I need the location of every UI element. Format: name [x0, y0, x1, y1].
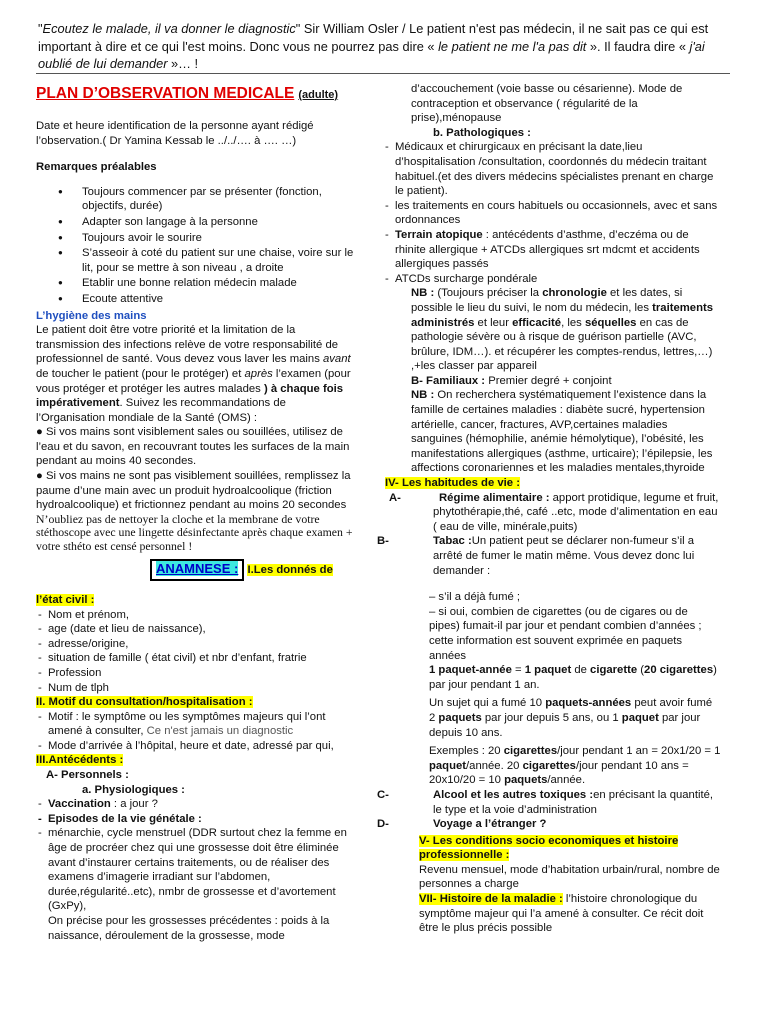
- familiaux: B- Familiaux : Premier degré + conjoint: [411, 374, 612, 387]
- paquet-annee-example: Un sujet qui a fumé 10 paquets-années peut avoir fumé 2 paquets par jour depuis 5 ans, ou 1 paquet par jour depuis 10 ans.: [429, 697, 713, 739]
- physiologiques-list: [36, 797, 358, 914]
- remarques-title: Remarques préalables: [36, 161, 157, 174]
- grossesses-text: On précise pour les grossesses précédentes : poids à la naissance, déroulement de la grossesse, mode: [48, 915, 330, 942]
- list-item: ● S’asseoir à coté du patient sur une chaise, voire sur le lit, pour se mettre à son niveau , a droite: [36, 246, 358, 275]
- nb-chronologie: NB : (Toujours préciser la chronologie et les dates, si possible le lieu du suivi, le nom du médecin, les traitements administrés et leur efficacité, les séquelles en cas de pathologie sévère ou à risque de guérison partielle (AVC, brûlure, IDM…). et récupérer les comptes-rendus, lettres,…) ,+les classer par appareil: [411, 287, 714, 373]
- antecedents-personnels: A- Personnels :: [46, 769, 129, 782]
- list-item: - Num de tlph: [36, 681, 358, 696]
- list-item: - age (date et lieu de naissance),: [36, 622, 358, 637]
- tabac-question-2: – si oui, combien de cigarettes (ou de cigares ou de pipes) fumait-il par jour et pendant combien d’années ; cette information est souvent exprimée en paquets années: [429, 605, 702, 662]
- list-item: - Nom et prénom,: [36, 608, 358, 623]
- tabac: B- Tabac :Un patient peut se déclarer non-fumeur s’il a arrêté de fumer le matin même. Vous devez donc lui demander :: [377, 535, 695, 577]
- stethoscope-note: N’oubliez pas de nettoyer la cloche et la membrane de votre stéthoscope avec une lingette désinfectante après chaque examen + votre sthéto est censé personnel !: [36, 511, 353, 553]
- hygiene-paragraph: Le patient doit être votre priorité et la limitation de la transmission des infections relève de votre responsabilité de professionnel de santé. Vous devez vous laver les mains avant de toucher le patient (pour le protéger) et après l’examen (pour vous protéger et protéger les autres malades ) à chaque fois impérativement. Suivez les recommandations de l’Organisation mondiale de la Santé (OMS) :: [36, 324, 351, 424]
- list-item: ● Toujours avoir le sourire: [36, 231, 358, 246]
- date-identification: Date et heure identification de la personne ayant rédigé l’observation.( Dr Yamina Kessab le ../../…. à …. …): [36, 120, 314, 147]
- list-item: - Vaccination : a jour ?: [36, 797, 358, 812]
- pathologiques-title: b. Pathologiques :: [433, 126, 531, 139]
- list-item: - Mode d’arrivée à l’hôpital, heure et date, adressé par qui,: [36, 739, 358, 754]
- osler-quote: "Ecoutez le malade, il va donner le diagnostic" Sir William Osler / Le patient n'est pas médecin, il ne sait pas ce qui est important à dire et ce qui l'est moins. Donc vous ne pourrez pas dire « le patient ne me l'a pas dit ». Il faudra dire « j'ai oublié de lui demander »… !: [38, 21, 709, 71]
- section-antecedents-title: III.Antécédents :: [36, 754, 124, 767]
- list-item: ● Adapter son langage à la personne: [36, 215, 358, 230]
- exemples-calcul: Exemples : 20 cigarettes/jour pendant 1 an = 20x1/20 = 1 paquet/année. 20 cigarettes/jour pendant 10 ans = 20x10/20 = 10 paquets/année.: [429, 745, 721, 787]
- physiologiques-title: a. Physiologiques :: [82, 783, 185, 796]
- list-item: - Terrain atopique : antécédents d’asthme, d’eczéma ou de rhinite allergique + ATCDs allergiques srt mdcmt et accidents allergiques passés: [383, 228, 721, 272]
- nb-familiaux: NB : On recherchera systématiquement l’existence dans la famille de certaines maladies : diabète sucré, hypertension artérielle, cancer, fractures, AVP,certaines maladies sanguines (hémophilie, anémie hémolytique), l’obésité, les manifestations allergiques (asthme, urticaire); l’épilepsie, les affections coronariennes et les maladies mentales,thyroide: [411, 389, 713, 475]
- list-item: - les traitements en cours habituels ou occasionnels, avec et sans ordonnances: [383, 199, 721, 228]
- regime-alimentaire: A- Régime alimentaire : apport protidique, legume et fruit, phytothérapie,thé, café ..etc, mode d’alimentation en eau ( eau de ville, minérale,puits): [389, 491, 719, 533]
- pathologiques-list: [383, 140, 721, 286]
- histoire-maladie: VII- Histoire de la maladie : l’histoire chronologique du symptôme majeur qui l’a amené à consulter. Ce récit doit être le plus précis possible: [419, 893, 704, 935]
- etat-civil-list: [36, 608, 358, 696]
- list-item: - ménarchie, cycle menstruel (DDR surtout chez la femme en âge de procréer chez qui une grossesse doit être éliminée avant d’instaurer certains traitements, ou de réaliser des examens d’imagerie irradiant sur l’abdomen, durée,régularité..etc), nmbr de grossesse et d’avortement (GxPy),: [36, 826, 358, 914]
- list-item: - situation de famille ( état civil) et nbr d’enfant, fratrie: [36, 651, 358, 666]
- list-item: ● Ecoute attentive: [36, 292, 358, 307]
- section-socio-economique-title: V- Les conditions socio economiques et histoire professionnelle :: [419, 834, 679, 862]
- tabac-question-1: – s’il a déjà fumé ;: [429, 591, 521, 604]
- motif-list: [36, 710, 358, 754]
- right-column: [377, 82, 721, 936]
- list-item: - Profession: [36, 666, 358, 681]
- accouchement-text: d’accouchement (voie basse ou césarienne). Mode de contraception et observance ( régularité de la prise),ménopause: [411, 83, 683, 125]
- header-divider: [36, 73, 730, 74]
- list-item: - Episodes de la vie génétale :: [36, 812, 358, 827]
- hygiene-title: L’hygiène des mains: [36, 309, 147, 322]
- section-motif-title: II. Motif du consultation/hospitalisation :: [36, 696, 253, 709]
- hygiene-bullet-1: ● Si vos mains sont visiblement sales ou souillées, utilisez de l’eau et du savon, en recouvrant toutes les surfaces de la main pendant au moins 40 secondes.: [36, 426, 350, 468]
- alcool-toxiques: C- Alcool et les autres toxiques :en précisant la quantité, le type et la voie d’administration: [377, 788, 714, 816]
- list-item: ● Etablir une bonne relation médecin malade: [36, 276, 358, 291]
- voyage-etranger: D- Voyage a l’étranger ?: [377, 818, 547, 831]
- section-histoire-maladie-title: VII- Histoire de la maladie :: [419, 893, 563, 906]
- section-etat-civil-title: I.Les donnés de l’état civil :: [36, 564, 333, 606]
- socio-economique-text: Revenu mensuel, mode d’habitation urbain/rural, nombre de personnes a charge: [419, 863, 720, 891]
- list-item: - adresse/origine,: [36, 637, 358, 652]
- title-subtitle: (adulte): [298, 89, 339, 101]
- left-column: [36, 82, 358, 943]
- list-item: - ATCDs surcharge pondérale: [383, 272, 721, 287]
- list-item: - Motif : le symptôme ou les symptômes majeurs qui l’ont amené à consulter, Ce n'est jamais un diagnostic: [36, 710, 358, 739]
- list-item: - Médicaux et chirurgicaux en précisant la date,lieu d’hospitalisation /consultation, coordonnés du médecin traitant habituel.(et des divers médecins spécialistes prenant en charge le patient).: [383, 140, 721, 198]
- hygiene-bullet-2: ● Si vos mains ne sont pas visiblement souillées, remplissez la paume d’une main avec un produit hydroalcoolique (friction hydroalcoolique) et frictionnez pendant au moins 20 secondes: [36, 470, 351, 512]
- anamnese-heading: ANAMNESE :: [150, 559, 244, 581]
- list-item: ● Toujours commencer par se présenter (fonction, objectifs, durée): [36, 185, 358, 214]
- remarques-list: [36, 185, 358, 307]
- section-habitudes-title: IV- Les habitudes de vie :: [385, 477, 520, 490]
- document-title: PLAN D’OBSERVATION MEDICALE (adulte): [36, 85, 339, 102]
- paquet-annee-definition: 1 paquet-année = 1 paquet de cigarette (20 cigarettes) par jour pendant 1 an.: [429, 664, 717, 691]
